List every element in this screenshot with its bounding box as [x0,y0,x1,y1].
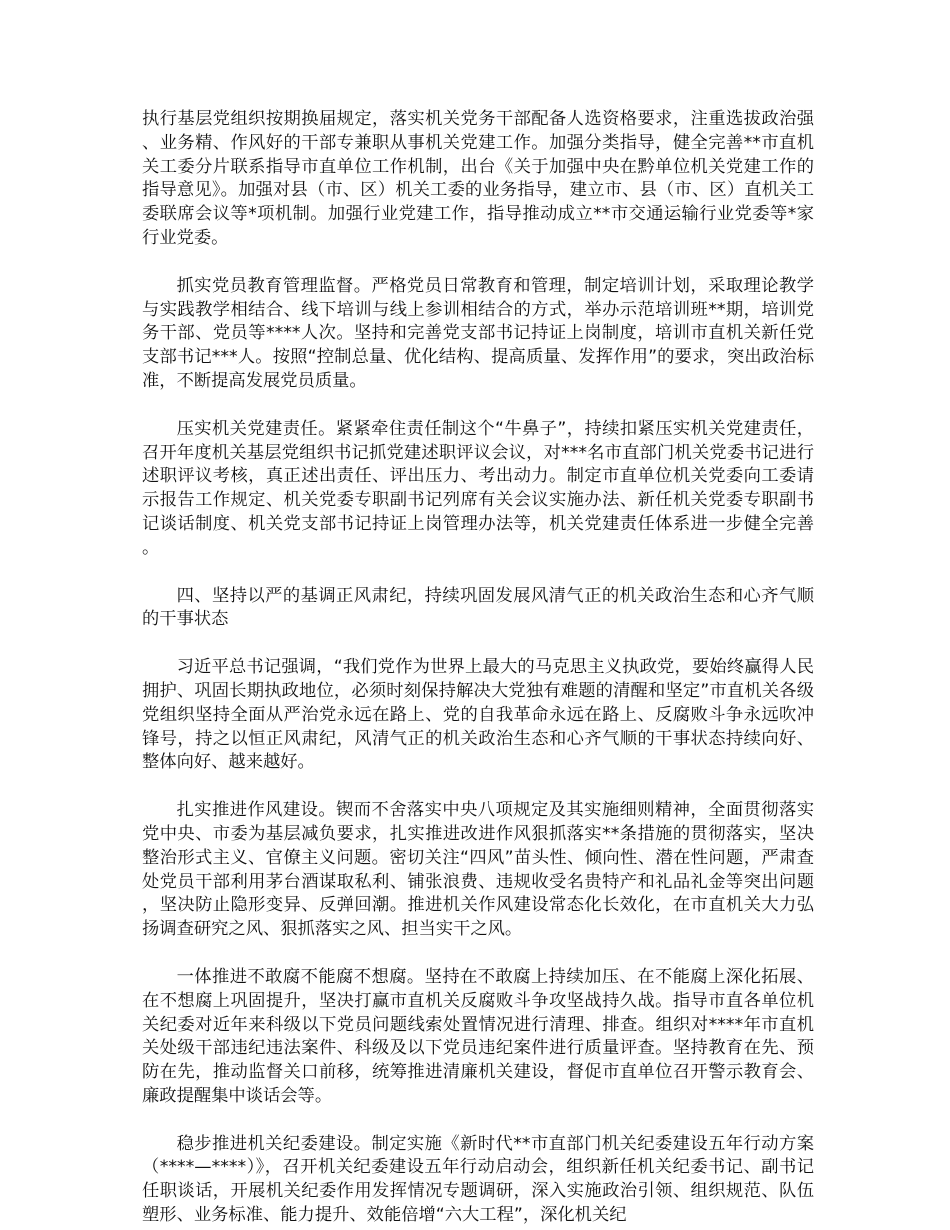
section-heading-four: 四、坚持以严的基调正风肃纪，持续巩固发展风清气正的机关政治生态和心齐气顺的干事状态 [142,585,814,630]
paragraph-party-education: 抓实党员教育管理监督。严格党员日常教育和管理，制定培训计划，采取理论教学与实践教学相结合、线下培训与线上参训相结合的方式，举办示范培训班**期，培训党务干部、党员等****人次。坚持和完善党支部书记持证上岗制度，培训市直机关新任党支部书记***人。按照“控制总量、优化结构、提高质量、发挥作用”的要求，突出政治标准，不断提高发展党员质量。 [142,275,814,391]
paragraph-xi-quote: 习近平总书记强调，“我们党作为世界上最大的马克思主义执政党，要始终赢得人民拥护、巩固长期执政地位，必须时刻保持解决大党独有难题的清醒和坚定”市直机关各级党组织坚持全面从严治党永远在路上、党的自我革命永远在路上、反腐败斗争永远吹冲锋号，持之以恒正风肃纪，风清气正的机关政治生态和心齐气顺的干事状态持续向好、整体向好、越来越好。 [142,657,814,773]
paragraph-discipline-commission: 稳步推进机关纪委建设。制定实施《新时代**市直部门机关纪委建设五年行动方案（****—****）》，召开机关纪委建设五年行动启动会，组织新任机关纪委书记、副书记任职谈话，开展机关纪委作用发挥情况专题调研，深入实施政治引领、组织规范、队伍塑形、业务标准、能力提升、效能倍增“六大工程”，深化机关纪 [142,1133,814,1226]
paragraph-work-style: 扎实推进作风建设。锲而不舍落实中央八项规定及其实施细则精神，全面贯彻落实党中央、市委为基层减负要求，扎实推进改进作风狠抓落实**条措施的贯彻落实，坚决整治形式主义、官僚主义问题。密切关注“四风”苗头性、倾向性、潜在性问题，严肃查处党员干部利用茅台酒谋取私利、铺张浪费、违规收受名贵特产和礼品礼金等突出问题，坚决防止隐形变异、反弹回潮。推进机关作风建设常态化长效化，在市直机关大力弘扬调查研究之风、狠抓落实之风、担当实干之风。 [142,800,814,940]
paragraph-continuation: 执行基层党组织按期换届规定，落实机关党务干部配备人选资格要求，注重选拔政治强、业务精、作风好的干部专兼职从事机关党建工作。加强分类指导，健全完善**市直机关工委分片联系指导市直单位工作机制，出台《关于加强中央在黔单位机关党建工作的指导意见》。加强对县（市、区）机关工委的业务指导，建立市、县（市、区）直机关工委联席会议等*项机制。加强行业党建工作，指导推动成立**市交通运输行业党委等*家行业党委。 [142,109,814,248]
paragraph-party-responsibility: 压实机关党建责任。紧紧牵住责任制这个“牛鼻子”，持续扣紧压实机关党建责任，召开年度机关基层党组织书记抓党建述职评议会议，对***名市直部门机关党委书记进行述职评议考核，真正述出责任、评出压力、考出动力。制定市直单位机关党委向工委请示报告工作规定、机关党委专职副书记列席有关会议实施办法、新任机关党委专职副书记谈话制度、机关党支部书记持证上岗管理办法等，机关党建责任体系进一步健全完善。 [142,418,814,558]
document-page [142,108,814,1228]
paragraph-anti-corruption: 一体推进不敢腐不能腐不想腐。坚持在不敢腐上持续加压、在不能腐上深化拓展、在不想腐上巩固提升，坚决打赢市直机关反腐败斗争攻坚战持久战。指导市直各单位机关纪委对近年来科级以下党员问题线索处置情况进行清理、排查。组织对****年市直机关处级干部违纪违法案件、科级及以下党员违纪案件进行质量评查。坚持教育在先、预防在先，推动监督关口前移，统筹推进清廉机关建设，督促市直单位召开警示教育会、廉政提醒集中谈话会等。 [142,966,814,1106]
